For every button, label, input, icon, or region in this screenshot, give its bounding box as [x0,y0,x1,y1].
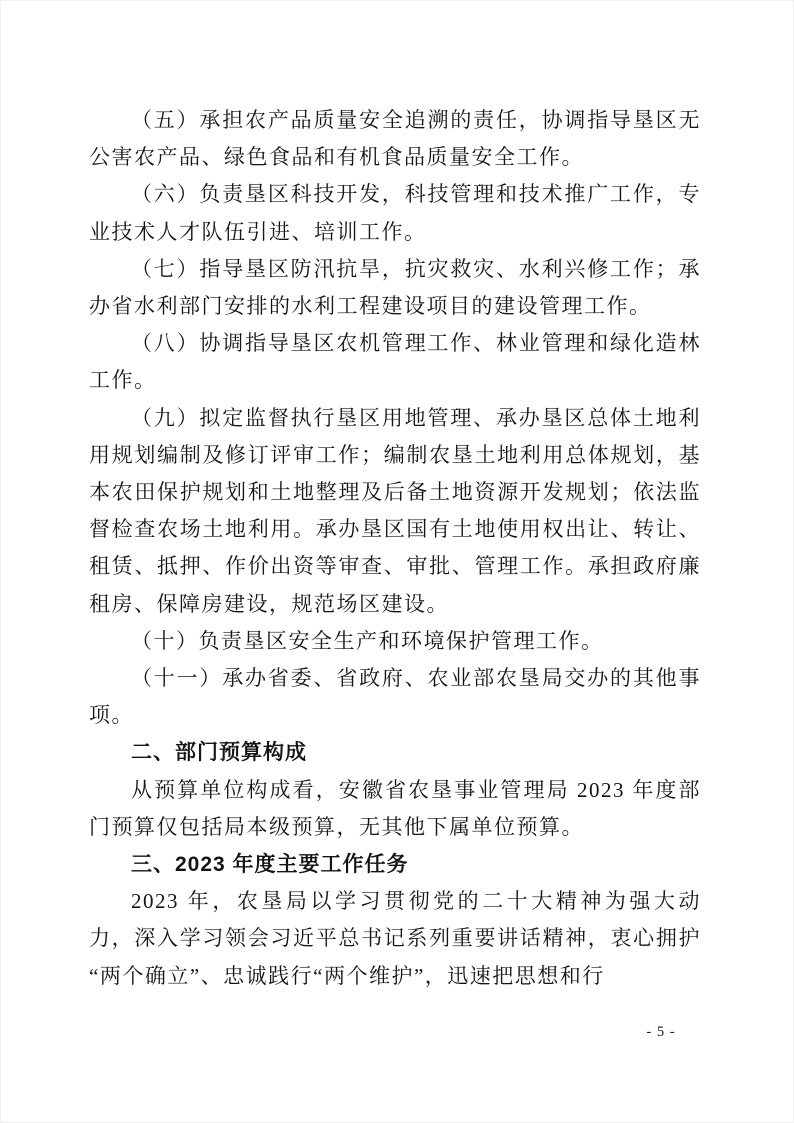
body-paragraph: （八）协调指导垦区农机管理工作、林业管理和绿化造林工作。 [89,331,701,393]
body-paragraph: （十一）承办省委、省政府、农业部农垦局交办的其他事项。 [89,666,701,728]
section-heading: 二、部门预算构成 [131,741,307,765]
body-paragraph: （九）拟定监督执行垦区用地管理、承办垦区总体土地利用规划编制及修订评审工作；编制农垦土地利用总体规划，基本农田保护规划和土地整理及后备土地资源开发规划；依法监督检查农场土地利用。承办垦区国有土地使用权出让、转让、租赁、抵押、作价出资等审查、审批、管理工作。承担政府廉租房、保障房建设，规范场区建设。 [89,405,701,616]
body-paragraph: （六）负责垦区科技开发，科技管理和技术推广工作，专业技术人才队伍引进、培训工作。 [89,182,701,244]
body-paragraph: （十）负责垦区安全生产和环境保护管理工作。 [131,628,604,653]
body-paragraph: 2023 年，农垦局以学习贯彻党的二十大精神为强大动力，深入学习领会习近平总书记系列重要讲话精神，衷心拥护“两个确立”、忠诚践行“两个维护”，迅速把思想和行 [89,889,701,988]
body-paragraph: （五）承担农产品质量安全追溯的责任，协调指导垦区无公害农产品、绿色食品和有机食品质量安全工作。 [89,108,701,170]
section-heading: 三、2023 年度主要工作任务 [131,853,409,877]
body-paragraph: 从预算单位构成看，安徽省农垦事业管理局 2023 年度部门预算仅包括局本级预算，无其他下属单位预算。 [89,777,701,839]
body-paragraph: （七）指导垦区防汛抗旱，抗灾救灾、水利兴修工作；承办省水利部门安排的水利工程建设项目的建设管理工作。 [89,256,701,319]
document-body [89,102,701,995]
page-number: - 5 - [646,1024,676,1040]
